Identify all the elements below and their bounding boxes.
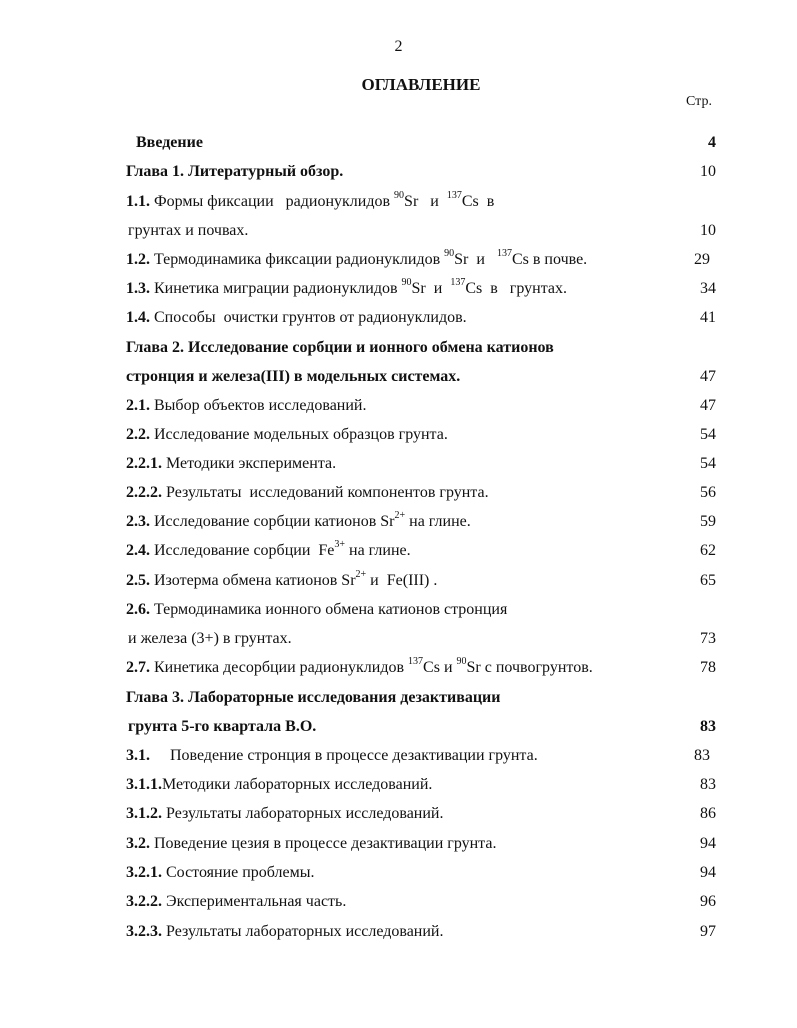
toc-entry-3-2-1 xyxy=(126,860,726,886)
toc-entry-3-1 xyxy=(126,743,726,769)
toc-entry-3-2-2 xyxy=(126,889,726,915)
toc-entry-page: 34 xyxy=(700,280,716,297)
toc-entry-page: 73 xyxy=(700,630,716,647)
toc-entry-label: 2.1. Выбор объектов исследований. xyxy=(126,397,367,414)
toc-entry-2-2-1 xyxy=(126,451,726,477)
toc-entry-2-7 xyxy=(126,655,726,681)
toc-entry-label: 2.4. Исследование сорбции $Fe^{3+}$ на глине. xyxy=(126,538,411,559)
toc-entry-label: грунтах и почвах. xyxy=(128,222,249,239)
toc-entry-2-2-2 xyxy=(126,480,726,506)
toc-entry-label: 2.3. Исследование сорбции катионов $Sr^{2+}$ на глине. xyxy=(126,509,471,530)
toc-entry-label: 3.2.2. Экспериментальная часть. xyxy=(126,893,347,910)
toc-entry-label: Глава 3. Лабораторные исследования дезактивации xyxy=(126,689,501,706)
toc-entry-label: 3.1. Поведение стронция в процессе дезактивации грунта. xyxy=(126,747,538,764)
toc-entry-2-1 xyxy=(126,393,726,419)
toc-entry-page: 86 xyxy=(700,805,716,822)
toc-entry-chapter-1 xyxy=(126,159,726,185)
toc-entry-page: 56 xyxy=(700,484,716,501)
toc-entry-label: 2.5. Изотерма обмена катионов $Sr^{2+}$ и Fe(III) . xyxy=(126,568,438,589)
toc-entry-3-2 xyxy=(126,831,726,857)
toc-entry-2-4 xyxy=(126,538,726,564)
toc-entry-page: 54 xyxy=(700,455,716,472)
toc-entry-label: 2.2. Исследование модельных образцов грунта. xyxy=(126,426,448,443)
toc-entry-2-6 xyxy=(126,597,726,623)
page-column-label: Стр. xyxy=(686,94,712,109)
toc-entry-1-3 xyxy=(126,276,726,302)
toc-entry-page: 94 xyxy=(700,864,716,881)
toc-entry-label: 3.2.1. Состояние проблемы. xyxy=(126,864,315,881)
toc-entry-1-4 xyxy=(126,305,726,331)
toc-entry-page: 94 xyxy=(700,835,716,852)
toc-entry-page: 10 xyxy=(700,163,716,180)
toc-entry-page: 59 xyxy=(700,513,716,530)
toc-entry-intro xyxy=(136,130,726,156)
toc-entry-3-1-1 xyxy=(126,772,726,798)
toc-entry-page: 4 xyxy=(708,134,716,151)
toc-entry-page: 83 xyxy=(700,776,716,793)
toc-entry-chapter-3 xyxy=(126,685,726,711)
toc-entry-label: 3.2.3. Результаты лабораторных исследований. xyxy=(126,923,444,940)
toc-entry-page: 62 xyxy=(700,542,716,559)
toc-entry-2-6-cont xyxy=(128,626,728,652)
toc-title: ОГЛАВЛЕНИЕ xyxy=(361,75,481,94)
page-number: 2 xyxy=(394,38,403,55)
toc-entry-label: 1.3. Кинетика миграции радионуклидов $^{90}$Sr и $^{137}$Cs в грунтах. xyxy=(126,276,567,297)
toc-entry-label: 1.1. Формы фиксации радионуклидов $^{90}$Sr и $^{137}$Cs в xyxy=(126,189,495,210)
toc-entry-label: 2.7. Кинетика десорбции радионуклидов $^{137}$Cs и $^{90}$Sr с почвогрунтов. xyxy=(126,655,593,676)
toc-entry-chapter-2 xyxy=(126,335,726,361)
toc-entry-chapter-2-cont xyxy=(126,364,726,390)
toc-entry-page: 47 xyxy=(700,397,716,414)
toc-entry-page: 96 xyxy=(700,893,716,910)
toc-entry-page: 97 xyxy=(700,923,716,940)
toc-entry-page: 78 xyxy=(700,659,716,676)
toc-entry-page: 29 xyxy=(694,251,710,268)
toc-entry-page: 47 xyxy=(700,368,716,385)
toc-entry-label: 2.6. Термодинамика ионного обмена катионов стронция xyxy=(126,601,508,618)
toc-entry-1-1 xyxy=(126,189,726,215)
toc-entry-label: Глава 2. Исследование сорбции и ионного обмена катионов xyxy=(126,339,554,356)
toc-entry-2-5 xyxy=(126,568,726,594)
toc-entry-page: 83 xyxy=(700,718,716,735)
toc-entry-chapter-3-cont xyxy=(128,714,728,740)
toc-entry-label: 3.1.2. Результаты лабораторных исследований. xyxy=(126,805,444,822)
toc-entry-2-3 xyxy=(126,509,726,535)
toc-entry-label: 3.2. Поведение цезия в процессе дезактивации грунта. xyxy=(126,835,497,852)
toc-entry-page: 10 xyxy=(700,222,716,239)
toc-entry-page: 41 xyxy=(700,309,716,326)
toc-entry-label: и железа (3+) в грунтах. xyxy=(128,630,292,647)
toc-entry-label: 2.2.1. Методики эксперимента. xyxy=(126,455,337,472)
toc-entry-label: 2.2.2. Результаты исследований компонентов грунта. xyxy=(126,484,489,501)
toc-entry-1-2 xyxy=(126,247,726,273)
toc-entry-3-2-3 xyxy=(126,919,726,945)
toc-entry-1-1-cont xyxy=(128,218,728,244)
toc-entry-label: Введение xyxy=(136,134,203,151)
toc-entry-label: Глава 1. Литературный обзор. xyxy=(126,163,344,180)
toc-entry-label: стронция и железа(III) в модельных системах. xyxy=(126,368,461,385)
toc-entry-page: 54 xyxy=(700,426,716,443)
toc-entry-label: грунта 5-го квартала В.О. xyxy=(128,718,317,735)
toc-entry-page: 65 xyxy=(700,572,716,589)
toc-entry-3-1-2 xyxy=(126,801,726,827)
toc-entry-label: 3.1.1.Методики лабораторных исследований. xyxy=(126,776,433,793)
toc-entry-label: 1.2. Термодинамика фиксации радионуклидов $^{90}$Sr и $^{137}$Cs в почве. xyxy=(126,247,588,268)
toc-entry-label: 1.4. Способы очистки грунтов от радионуклидов. xyxy=(126,309,467,326)
toc-entry-page: 83 xyxy=(694,747,710,764)
toc-entry-2-2 xyxy=(126,422,726,448)
